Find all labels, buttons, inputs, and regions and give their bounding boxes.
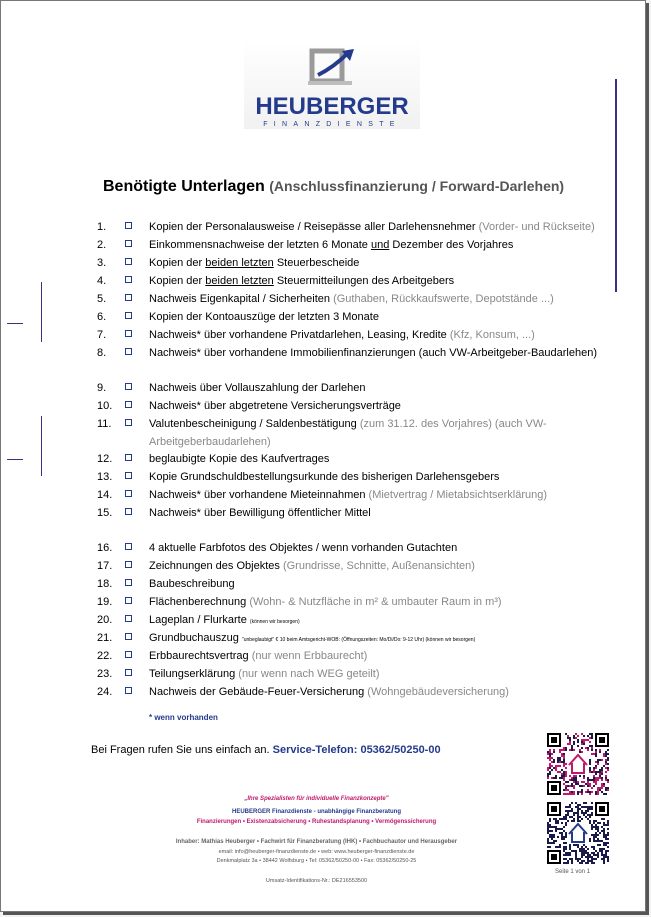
item-text-a: Nachweis* über vorhandene Mieteinnahmen [149, 489, 366, 501]
checkbox-icon[interactable] [125, 633, 132, 640]
logo-subtitle: FINANZDIENSTE [263, 121, 401, 128]
item-text-a: Zeichnungen des Objektes [149, 560, 280, 572]
item-text-a: Nachweis Eigenkapital / Sicherheiten [149, 293, 330, 305]
item-text-a: Einkommensnachweise der letzten 6 Monate [149, 239, 371, 251]
checkbox-icon[interactable] [125, 687, 132, 694]
checkbox-icon[interactable] [125, 597, 132, 604]
item-text [149, 344, 619, 362]
checkbox-icon[interactable] [125, 276, 132, 283]
service-phone[interactable]: Service-Telefon: 05362/50250-00 [272, 744, 441, 756]
item-text [149, 629, 619, 649]
contact-text: Bei Fragen rufen Sie uns einfach an. [91, 744, 270, 756]
checkbox-icon[interactable] [125, 330, 132, 337]
item-number: 10. [97, 400, 113, 412]
checkbox-icon[interactable] [125, 508, 132, 515]
punch-mark [7, 459, 23, 460]
item-number: 2. [97, 239, 107, 251]
checkbox-icon[interactable] [125, 472, 132, 479]
item-text-b: Steuermitteilungen des Arbeitgebers [273, 275, 455, 287]
logo-house-icon [308, 45, 358, 89]
footer-tax-id: Umsatz-Identifikations-Nr.: DE216553500 [265, 878, 368, 884]
item-text-u: beiden letzten [205, 275, 274, 287]
item-number: 5. [97, 293, 107, 305]
company-logo [244, 41, 420, 129]
item-number: 11. [97, 418, 112, 430]
item-text-u: und [370, 239, 390, 251]
footer-address: Denkmalplatz 3a • 38442 Wolfsburg • Tel: 05362/50250-00 • Fax: 05362/50250-25 [216, 858, 417, 864]
item-text-b: Dezember des Vorjahres [389, 239, 514, 251]
item-number: 6. [97, 311, 107, 323]
item-number: 14. [97, 489, 113, 501]
item-number: 13. [97, 471, 113, 483]
checkbox-icon[interactable] [125, 490, 132, 497]
item-text [149, 379, 619, 397]
item-text [149, 665, 619, 683]
item-text-a: Nachweis über Vollauszahlung der Darlehen [149, 382, 366, 394]
fold-mark [41, 282, 42, 342]
item-number: 1. [97, 221, 107, 233]
fold-mark [41, 416, 42, 476]
item-number: 21. [97, 632, 113, 644]
item-number: 8. [97, 347, 107, 359]
footer-company: HEUBERGER Finanzdienste - unabhängige Finanzberatung [231, 809, 401, 815]
item-number: 17. [97, 560, 113, 572]
item-text-b: Steuerbescheide [273, 257, 360, 269]
item-text [149, 397, 619, 415]
checkbox-icon[interactable] [125, 240, 132, 247]
footer-slogan: „Ihre Spezialisten für individuelle Finanzkonzepte" [244, 796, 389, 802]
item-text-u: beiden letzten [205, 257, 274, 269]
footnote: * wenn vorhanden [149, 713, 218, 722]
item-text-a: Kopien der Kontoauszüge der letzten 3 Monate [149, 311, 379, 323]
item-text [149, 290, 619, 308]
item-text-a: Teilungserklärung [149, 668, 236, 680]
item-text [149, 326, 619, 344]
footer-web: email: info@heuberger-finanzdienste.de • web: www.heuberger-finanzdienste.de [218, 849, 415, 855]
item-text-tiny: "unbeglaubigt" € 10 beim Amtsgericht-WOB: (Öffnungszeiten: Mo/Di/Do: 9-12 Uhr) (können wir besorgen) [241, 637, 476, 643]
item-text-g: (nur wenn nach WEG geteilt) [238, 668, 380, 680]
checkbox-icon[interactable] [125, 294, 132, 301]
item-text-a: Grundbuchauszug [149, 632, 239, 644]
item-text-g: (Wohngebäudeversicherung) [367, 686, 509, 698]
checkbox-icon[interactable] [125, 348, 132, 355]
item-number: 7. [97, 329, 107, 341]
page-number: Seite 1 von 1 [555, 869, 591, 875]
item-number: 18. [97, 578, 113, 590]
item-number: 15. [97, 507, 113, 519]
item-number: 19. [97, 596, 113, 608]
checkbox-icon[interactable] [125, 312, 132, 319]
item-number: 12. [97, 453, 113, 465]
item-text-g: (nur wenn Erbbaurecht) [251, 650, 368, 662]
item-number: 16. [97, 542, 113, 554]
item-text-a: beglaubigte Kopie des Kaufvertrages [149, 453, 330, 465]
item-text-a: Nachweis* über vorhandene Immobilienfinanzierungen (auch VW-Arbeitgeber-Baudarlehen) [149, 347, 597, 359]
item-text-tiny: (können wir besorgen) [249, 619, 300, 625]
checkbox-icon[interactable] [125, 615, 132, 622]
item-text [149, 218, 619, 236]
item-text-a: Nachweis* über Bewilligung öffentlicher Mittel [149, 507, 371, 519]
item-text-g: (Kfz, Konsum, ...) [449, 329, 535, 341]
item-text [149, 575, 619, 593]
item-number: 23. [97, 668, 113, 680]
item-text-g: (Vorder- und Rückseite) [478, 221, 595, 233]
item-text-g: (zum 31.12. des Vorjahres) (auch VW-Arbeitgeberbaudarlehen) [149, 418, 547, 448]
item-text [149, 593, 619, 611]
checkbox-icon[interactable] [125, 401, 132, 408]
checkbox-icon[interactable] [125, 561, 132, 568]
item-text [149, 468, 619, 486]
item-number: 9. [97, 382, 107, 394]
item-text-a: Nachweis* über vorhandene Privatdarlehen, Leasing, Kredite [149, 329, 447, 341]
item-text [149, 254, 619, 272]
item-text-a: Nachweis der Gebäude-Feuer-Versicherung [149, 686, 365, 698]
item-text-a: Kopien der [149, 257, 206, 269]
checkbox-icon[interactable] [125, 669, 132, 676]
checkbox-icon[interactable] [125, 419, 132, 426]
item-text-g: (Grundrisse, Schnitte, Außenansichten) [282, 560, 475, 572]
checkbox-icon[interactable] [125, 454, 132, 461]
item-text [149, 539, 619, 557]
checkbox-icon[interactable] [125, 579, 132, 586]
fold-mark [7, 323, 23, 324]
item-text-a: Kopien der Personalausweise / Reisepässe aller Darlehensnehmer [149, 221, 476, 233]
checkbox-icon[interactable] [125, 543, 132, 550]
item-text [149, 683, 619, 701]
checkbox-icon[interactable] [125, 383, 132, 390]
item-text [149, 647, 619, 665]
item-text [149, 415, 619, 451]
item-text-a: Lageplan / Flurkarte [149, 614, 247, 626]
item-text-a: Valutenbescheinigung / Saldenbestätigung [149, 418, 357, 430]
item-text [149, 486, 619, 504]
qr-code-icon[interactable] [547, 733, 609, 795]
contact-line [91, 744, 441, 756]
item-text-a: Baubeschreibung [149, 578, 235, 590]
item-text-a: Kopien der [149, 275, 206, 287]
item-number: 22. [97, 650, 113, 662]
item-number: 4. [97, 275, 107, 287]
item-text-a: 4 aktuelle Farbfotos des Objektes / wenn vorhanden Gutachten [149, 542, 458, 554]
item-text-a: Erbbaurechtsvertrag [149, 650, 249, 662]
item-text [149, 308, 619, 326]
footer-owner: Inhaber: Mathias Heuberger • Fachwirt für Finanzberatung (IHK) • Fachbuchautor und Herausgeber [175, 839, 458, 845]
item-text [149, 611, 619, 631]
item-text-a: Kopie Grundschuldbestellungsurkunde des bisherigen Darlehensgebers [149, 471, 500, 483]
item-number: 24. [97, 686, 113, 698]
item-text [149, 272, 619, 290]
item-text [149, 450, 619, 468]
item-text-g: (Mietvertrag / Mietabsichtserklärung) [368, 489, 548, 501]
title-subtitle: (Anschlussfinanzierung / Forward-Darlehen) [269, 178, 565, 194]
item-text [149, 557, 619, 575]
item-text [149, 504, 619, 522]
page-title [103, 178, 564, 196]
item-text-g: (Guthaben, Rückkaufswerte, Depotstände ...) [333, 293, 554, 305]
item-text-a: Flächenberechnung [149, 596, 247, 608]
item-text [149, 236, 619, 254]
item-number: 20. [97, 614, 113, 626]
logo-name: HEUBERGER [255, 93, 409, 120]
checkbox-icon[interactable] [125, 258, 132, 265]
item-text-a: Nachweis* über abgetretene Versicherungsverträge [149, 400, 401, 412]
title-main: Benötigte Unterlagen [103, 178, 265, 195]
footer-services: Finanzierungen • Existenzabsicherung • Ruhestandsplanung • Vermögenssicherung [196, 819, 437, 825]
checkbox-icon[interactable] [125, 651, 132, 658]
item-text-g: (Wohn- & Nutzfläche in m² & umbauter Raum in m³) [249, 596, 502, 608]
item-number: 3. [97, 257, 107, 269]
checkbox-icon[interactable] [125, 222, 132, 229]
